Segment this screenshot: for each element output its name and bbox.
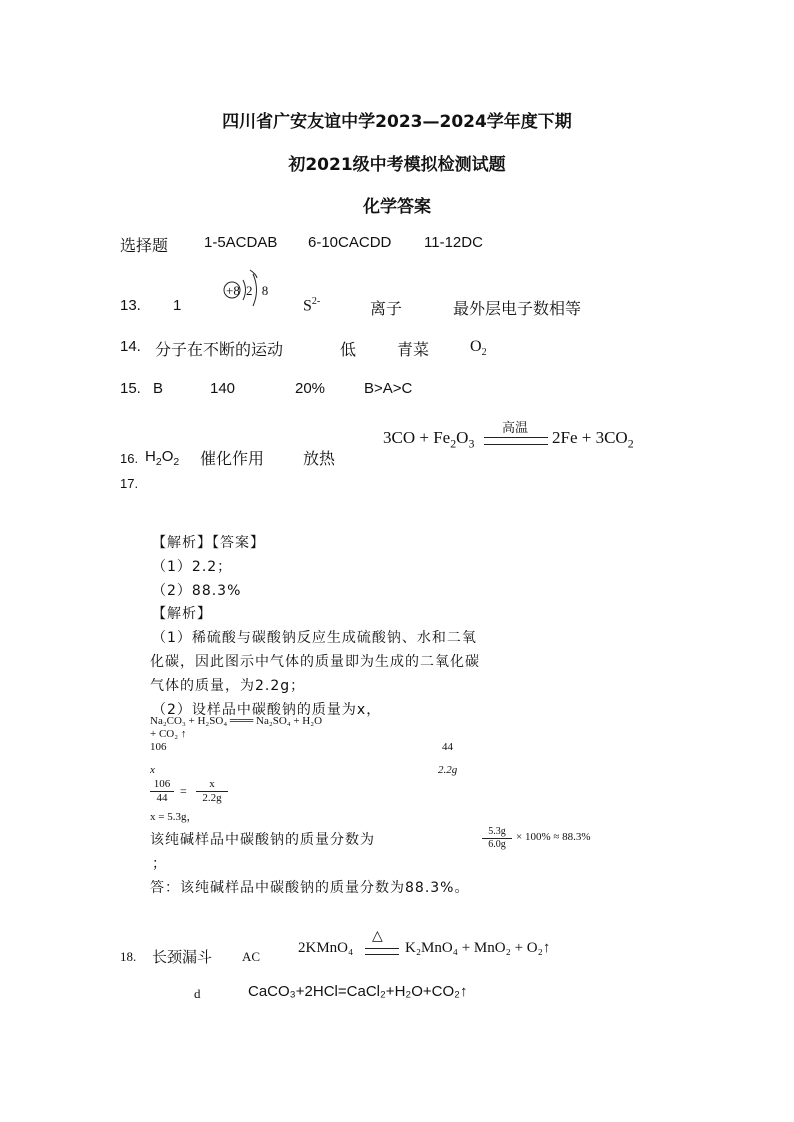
q14-answer-3: 青菜 [397,340,430,359]
q17-semicolon: ； [152,856,167,872]
q13-number: 13. [120,297,141,314]
q18-number: 18. [120,949,137,964]
q18-answer-3: d [194,986,201,1001]
q17-equals: = [180,784,187,798]
q17-number: 17. [120,476,139,491]
q17-fraction-1: 106 44 [150,778,174,805]
q15-answer-3: 20% [295,380,326,397]
q15-answer-2: 140 [210,380,236,397]
q14-answer-4: $O_2$ [470,338,487,359]
q14-answer-1: 分子在不断的运动 [155,340,284,359]
q17-tag-analysis: 【解析】 [152,606,212,622]
q17-final-answer: 答：该纯碱样品中碳酸钠的质量分数为88.3%。 [150,880,470,896]
q17-reaction-gas: + CO₂ ↑ [150,728,187,740]
q17-mass-fraction-text: 该纯碱样品中碳酸钠的质量分数为 [150,832,375,848]
q16-number: 16. [120,451,139,466]
q16-answer-3: 放热 [303,449,336,468]
q17-fraction-3: 5.3g 6.0g [482,826,512,851]
q13-answer-4: 最外层电子数相等 [453,299,582,318]
q13-answer-1: 1 [173,297,182,314]
q18-equation-2: CaCO₃+2HCl=CaCl₂+H₂O+CO₂↑ [248,983,468,1000]
q16-equation-left: $3CO + Fe_2O_3$ [383,428,475,451]
q17-analysis-line-3: 气体的质量，为2.2g； [150,678,306,694]
q17-mass-fraction-value: × 100% ≈ 88.3% [516,831,591,843]
q17-result: x = 5.3g， [150,811,198,823]
q18-equation-1-left: 2KMnO₄ [298,940,354,956]
choice-answer-2: 6-10CACDD [308,234,392,251]
q18-equation-1-right: K₂MnO₄ + MnO₂ + O₂↑ [405,940,551,956]
q18-answer-1: 长颈漏斗 [152,948,213,966]
q18-answer-2: AC [242,949,261,964]
choice-answer-3: 11-12DC [424,234,483,251]
q18-equation-1-arrow [365,948,399,955]
q16-answer-1: $H_2O_2$ [145,448,180,468]
q16-equation-condition: 高温 [502,421,529,436]
title-line-2: 初2021级中考模拟检测试题 [288,155,506,175]
q15-answer-4: B>A>C [364,380,413,397]
q16-equation-arrow [484,437,548,445]
title-line-1: 四川省广安友谊中学2023—2024学年度下期 [222,112,572,132]
choice-label: 选择题 [120,236,169,255]
q17-analysis-line-1: （1）稀硫酸与碳酸钠反应生成硫酸钠、水和二氧 [152,630,477,646]
q17-analysis-line-4: （2）设样品中碳酸钠的质量为x， [152,702,382,718]
q13-ion: $S^{2-}$ [303,296,321,315]
q15-number: 15. [120,380,141,397]
q16-equation-right: $2Fe + 3CO_2$ [552,428,634,451]
q17-fraction-2: x 2.2g [196,778,228,805]
q17-unknown-right: 2.2g [438,764,458,776]
q17-answer-1: （1）2.2； [152,559,233,575]
q13-answer-3: 离子 [370,299,403,318]
q15-answer-1: B [153,380,164,397]
q16-answer-2: 催化作用 [200,449,265,468]
title-line-3: 化学答案 [363,197,431,217]
atom-nucleus: +8 [226,283,240,298]
q17-ratio-left: 106 [150,741,167,753]
q18-equation-1-condition: △ [372,929,383,944]
q14-number: 14. [120,338,141,355]
q14-answer-2: 低 [340,340,357,359]
choice-answer-1: 1-5ACDAB [204,234,278,251]
q17-analysis-line-2: 化碳，因此图示中气体的质量即为生成的二氧化碳 [150,654,480,670]
q17-ratio-right: 44 [442,741,453,753]
q17-answer-2: （2）88.3% [152,583,242,599]
atom-shells: 2 8 [246,283,272,298]
q17-reaction-equation: Na₂CO₃ + H₂SO₄ ═══ Na₂SO₄ + H₂O [150,715,323,727]
q17-tag-answer: 【解析】【答案】 [152,535,265,551]
q17-unknown-left: x [150,764,155,776]
